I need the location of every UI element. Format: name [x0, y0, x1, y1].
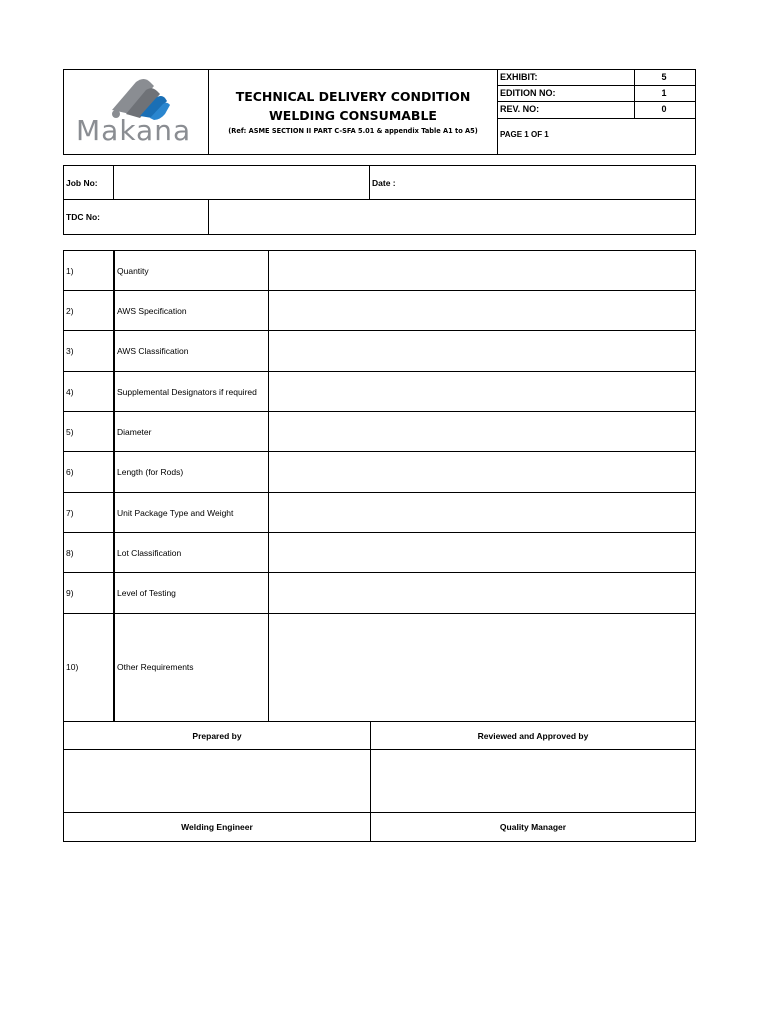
- date-cell: [371, 166, 695, 199]
- requirement-value-field[interactable]: [269, 533, 695, 572]
- prepared-by-header: Prepared by: [192, 730, 242, 741]
- tdc-no-field[interactable]: [210, 200, 695, 234]
- requirement-number: 5): [66, 426, 74, 437]
- requirement-number: 4): [66, 386, 74, 397]
- meta-value: 5: [661, 72, 667, 82]
- requirement-value-field[interactable]: [269, 412, 695, 451]
- requirement-label: Unit Package Type and Weight: [117, 507, 234, 518]
- reviewer-role: Quality Manager: [499, 822, 567, 832]
- meta-value: 0: [661, 104, 667, 114]
- requirement-label: Other Requirements: [117, 662, 194, 672]
- preparer-signature-field[interactable]: [64, 750, 370, 812]
- job-no-label: Job No:: [66, 177, 98, 188]
- requirement-number: 7): [66, 507, 74, 518]
- requirement-label: Lot Classification: [117, 547, 182, 558]
- requirement-number: 9): [66, 588, 74, 598]
- doc-title-line2: WELDING CONSUMABLE: [269, 108, 437, 123]
- meta-row-exhibit: [498, 70, 695, 86]
- requirement-value-field[interactable]: [269, 573, 695, 613]
- meta-label: EXHIBIT:: [498, 70, 635, 85]
- requirement-number: 6): [66, 467, 74, 477]
- reviewer-signature-field[interactable]: [371, 750, 695, 812]
- meta-row-rev: [498, 102, 695, 119]
- requirement-value-field[interactable]: [269, 291, 695, 330]
- requirement-number: 1): [66, 265, 74, 276]
- requirement-label: Quantity: [117, 265, 149, 276]
- tdc-no-label-cell: [64, 200, 209, 234]
- reviewed-by-header: Reviewed and Approved by: [477, 730, 589, 741]
- meta-row-edition: [498, 86, 695, 102]
- requirement-value-field[interactable]: [269, 372, 695, 411]
- requirement-value-field[interactable]: [269, 331, 695, 371]
- doc-reference: (Ref: ASME SECTION II PART C-SFA 5.01 & appendix Table A1 to A5): [228, 127, 478, 135]
- requirement-label: Length (for Rods): [117, 467, 184, 477]
- requirement-value-field[interactable]: [269, 452, 695, 492]
- page-indicator: PAGE 1 OF 1: [500, 130, 549, 139]
- title-cell: [209, 70, 498, 154]
- logo-cell: [64, 70, 209, 154]
- requirement-label: AWS Specification: [117, 305, 187, 316]
- meta-value: 1: [661, 88, 667, 98]
- meta-label: EDITION NO:: [498, 86, 635, 101]
- requirement-value-field[interactable]: [269, 251, 695, 290]
- requirement-number: 3): [66, 346, 74, 356]
- requirement-value-field[interactable]: [269, 614, 695, 720]
- job-no-label-cell: [64, 166, 114, 199]
- meta-label: REV. NO:: [498, 102, 635, 118]
- requirement-label: Level of Testing: [117, 588, 176, 598]
- tdc-no-label: TDC No:: [66, 212, 100, 222]
- requirement-label: Supplemental Designators if required: [117, 386, 257, 397]
- preparer-role: Welding Engineer: [181, 822, 253, 832]
- requirement-number: 2): [66, 305, 74, 316]
- logo-text: Makana: [76, 114, 192, 147]
- date-label: Date :: [372, 177, 396, 188]
- requirement-number: 10): [66, 662, 79, 672]
- job-no-field[interactable]: [115, 166, 370, 199]
- doc-title-line1: TECHNICAL DELIVERY CONDITION: [235, 89, 471, 104]
- requirement-label: AWS Classification: [117, 346, 189, 356]
- requirement-value-field[interactable]: [269, 493, 695, 532]
- requirement-number: 8): [66, 547, 74, 558]
- requirement-label: Diameter: [117, 426, 152, 437]
